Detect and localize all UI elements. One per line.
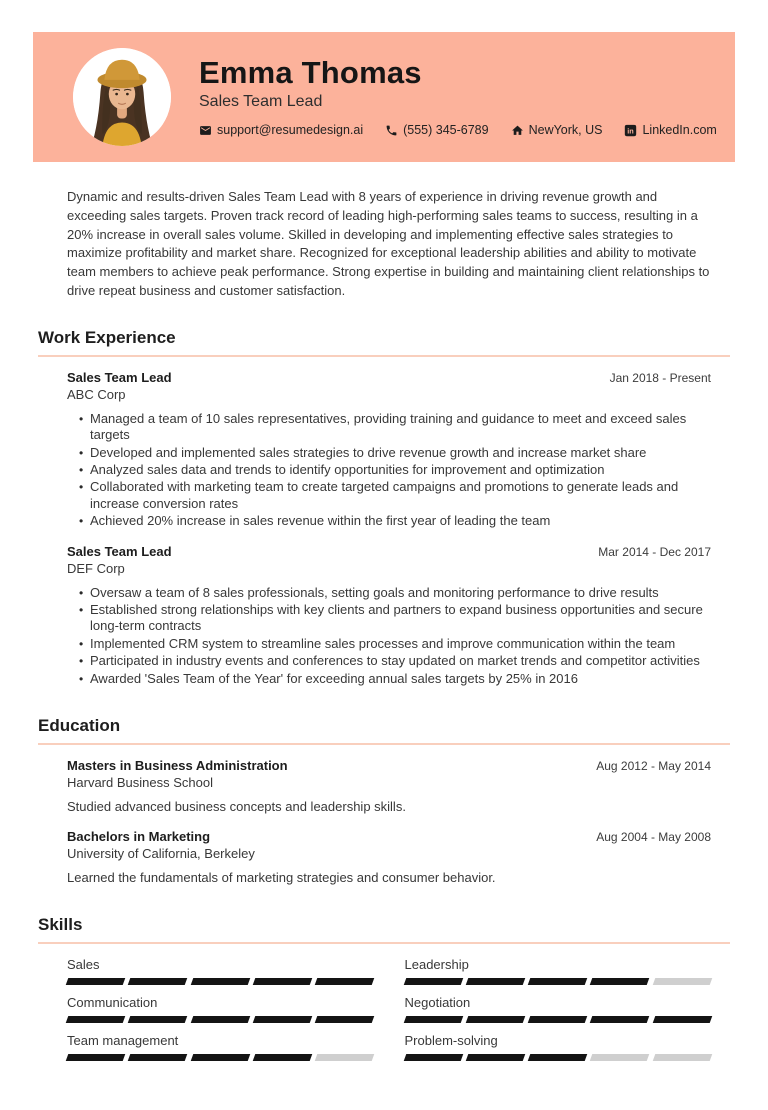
- skill-label: Team management: [67, 1033, 179, 1049]
- job-bullet: • Participated in industry events and conferences to stay updated on market trends and competitor activities: [67, 653, 711, 669]
- skill-bar-segment: [403, 1016, 463, 1023]
- job-bullet: • Collaborated with marketing team to create targeted campaigns and promotions to generate leads and increase conversion rates: [67, 479, 711, 512]
- skill-bar-segment: [190, 1016, 250, 1023]
- section-divider: [38, 743, 730, 745]
- skill-item: [405, 995, 712, 1023]
- job-bullet-list: [67, 585, 711, 687]
- degree-description: Learned the fundamentals of marketing strategies and consumer behavior.: [67, 870, 496, 886]
- contact-phone: [385, 123, 488, 137]
- contact-phone-text: (555) 345-6789: [403, 123, 489, 137]
- job-title: Sales Team Lead: [67, 543, 172, 559]
- degree-title: Bachelors in Marketing: [67, 829, 211, 845]
- skill-bar-segment: [315, 978, 375, 985]
- email-icon: [199, 124, 212, 137]
- skill-bar-segment: [590, 978, 650, 985]
- job-title: Sales Team Lead: [67, 369, 172, 385]
- job-bullet: • Achieved 20% increase in sales revenue within the first year of leading the team: [67, 513, 711, 529]
- summary-paragraph: Dynamic and results-driven Sales Team Lead with 8 years of experience in driving revenue growth and exceeding sales targets. Proven track record of leading high-performing sales teams to success, resulting in a 20% increase in overall sales volume. Skilled in developing and implementing effective sales strategies to maximize profitability and market share. Recognized for exceptional leadership abilities and ability to motivate team members to achieve peak performance. Strong expertise in building and maintaining client relationships to drive repeat business and customer satisfaction.: [67, 189, 710, 298]
- work-experience-body: [67, 369, 711, 687]
- degree-dates: Aug 2004 - May 2008: [596, 830, 711, 845]
- section-skills: [38, 914, 730, 1061]
- skill-bar-segment: [466, 1054, 526, 1061]
- degree-school: University of California, Berkeley: [67, 846, 255, 862]
- degree-dates: Aug 2012 - May 2014: [596, 759, 711, 774]
- skill-bar: [405, 978, 712, 985]
- degree-school: Harvard Business School: [67, 775, 213, 791]
- header-band: [33, 32, 735, 162]
- skill-label: Sales: [67, 957, 100, 973]
- contact-linkedin: [624, 123, 716, 137]
- contact-email-text: support@resumedesign.ai: [217, 123, 364, 137]
- job-bullet: • Awarded 'Sales Team of the Year' for exceeding annual sales targets by 25% in 2016: [67, 671, 711, 687]
- skill-bar-segment: [66, 978, 126, 985]
- job-entry-header: [67, 369, 711, 386]
- job-bullet-list: [67, 411, 711, 530]
- section-work-experience: [38, 327, 730, 687]
- skill-item: [67, 957, 374, 985]
- skill-bar-segment: [66, 1054, 126, 1061]
- contact-row: [199, 123, 717, 137]
- skills-heading: Skills: [38, 915, 83, 935]
- skill-bar-segment: [315, 1016, 375, 1023]
- contact-email: [199, 123, 363, 137]
- skill-bar-segment: [190, 978, 250, 985]
- skill-item: [405, 1033, 712, 1061]
- work-experience-heading: Work Experience: [38, 327, 176, 347]
- skill-bar-segment: [652, 978, 712, 985]
- profile-photo: [73, 48, 171, 146]
- skill-bar-segment: [128, 1054, 188, 1061]
- degree-title: Masters in Business Administration: [67, 758, 288, 774]
- svg-text:in: in: [627, 125, 635, 135]
- contact-linkedin-text: LinkedIn.com: [642, 123, 717, 137]
- skill-bar-segment: [403, 1054, 463, 1061]
- skill-bar: [67, 1016, 374, 1023]
- education-body: [67, 757, 711, 886]
- skill-bar-segment: [253, 978, 313, 985]
- profile-photo-illustration: [73, 48, 171, 146]
- phone-icon: [385, 124, 398, 137]
- job-bullet: • Managed a team of 10 sales representatives, providing training and guidance to meet and exceed sales targets: [67, 411, 711, 444]
- contact-location-text: NewYork, US: [528, 123, 603, 137]
- job-company: ABC Corp: [67, 386, 126, 402]
- job-bullet: • Established strong relationships with key clients and partners to expand business opportunities and secure long-term contracts: [67, 602, 711, 635]
- job-bullet: • Developed and implemented sales strategies to drive revenue growth and increase market share: [67, 445, 711, 461]
- skill-label: Negotiation: [404, 995, 471, 1011]
- skill-bar-segment: [466, 1016, 526, 1023]
- skill-bar-segment: [253, 1054, 313, 1061]
- skill-item: [67, 995, 374, 1023]
- skill-bar-segment: [128, 1016, 188, 1023]
- degree-description: Studied advanced business concepts and leadership skills.: [67, 799, 406, 815]
- education-heading: Education: [38, 716, 121, 736]
- job-dates: Mar 2014 - Dec 2017: [598, 544, 711, 559]
- skill-label: Leadership: [404, 957, 469, 973]
- job-dates: Jan 2018 - Present: [609, 370, 711, 385]
- skill-bar: [67, 978, 374, 985]
- home-icon: [511, 124, 524, 137]
- skill-bar-segment: [253, 1016, 313, 1023]
- skill-bar-segment: [190, 1054, 250, 1061]
- skill-label: Problem-solving: [404, 1033, 498, 1049]
- skill-bar: [67, 1054, 374, 1061]
- skill-bar-segment: [128, 978, 188, 985]
- skill-bar-segment: [528, 1054, 588, 1061]
- job-entry-header: [67, 543, 711, 560]
- skill-bar: [405, 1054, 712, 1061]
- skill-item: [405, 957, 712, 985]
- skill-bar: [405, 1016, 712, 1023]
- skill-bar-segment: [466, 978, 526, 985]
- person-name: Emma Thomas: [199, 55, 422, 90]
- skill-bar-segment: [652, 1016, 712, 1023]
- section-education: [38, 715, 730, 886]
- header-text: [199, 57, 717, 137]
- job-company: DEF Corp: [67, 560, 125, 576]
- degree-entry-header: [67, 757, 711, 774]
- skill-bar-segment: [590, 1016, 650, 1023]
- linkedin-icon: [624, 124, 637, 137]
- skill-item: [67, 1033, 374, 1061]
- skill-bar-segment: [528, 1016, 588, 1023]
- skills-grid: [67, 957, 711, 1061]
- skill-label: Communication: [67, 995, 158, 1011]
- skill-bar-segment: [652, 1054, 712, 1061]
- skill-bar-segment: [66, 1016, 126, 1023]
- skill-bar-segment: [403, 978, 463, 985]
- section-divider: [38, 942, 730, 944]
- job-bullet: • Implemented CRM system to streamline sales processes and improve communication within the team: [67, 636, 711, 652]
- job-bullet: • Oversaw a team of 8 sales professionals, setting goals and monitoring performance to drive results: [67, 585, 711, 601]
- skill-bar-segment: [528, 978, 588, 985]
- skill-bar-segment: [590, 1054, 650, 1061]
- skill-bar-segment: [315, 1054, 375, 1061]
- contact-location: [511, 123, 603, 137]
- person-title: Sales Team Lead: [199, 93, 323, 110]
- section-divider: [38, 355, 730, 357]
- degree-entry-header: [67, 828, 711, 845]
- job-bullet: • Analyzed sales data and trends to identify opportunities for improvement and optimization: [67, 462, 711, 478]
